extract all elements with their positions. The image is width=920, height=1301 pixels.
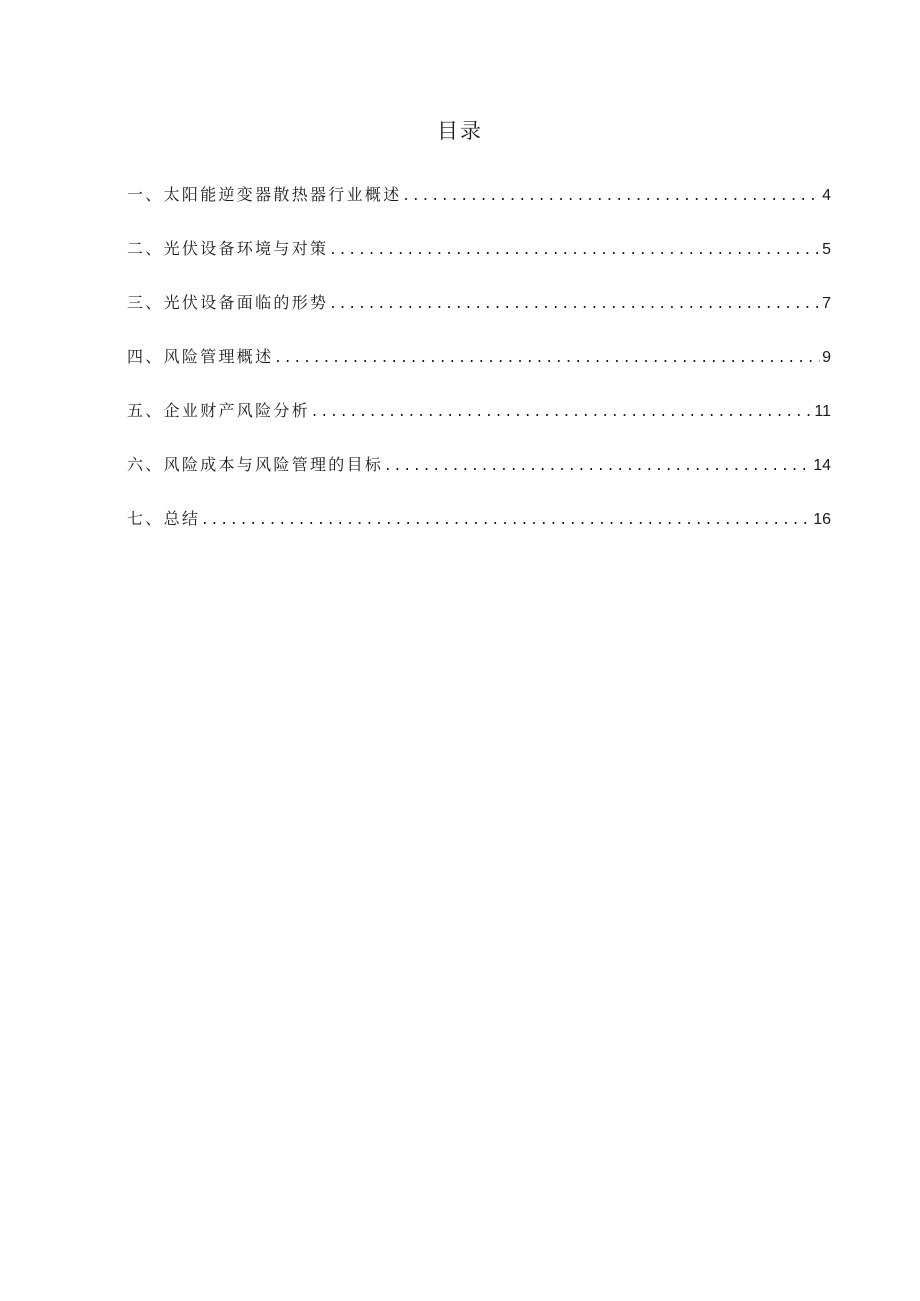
toc-page-number: 14 [813,457,831,474]
toc-entry-title: 二、光伏设备环境与对策 [127,239,329,258]
toc-page-number: 4 [822,187,831,204]
toc-page-number: 5 [822,241,831,258]
toc-title: 目录 [437,119,483,143]
toc-entry[interactable] [127,288,831,342]
toc-page-number: 9 [822,349,831,366]
toc-dot-leader [385,450,811,480]
toc-dot-leader [330,234,820,264]
toc-entry[interactable] [127,450,831,504]
toc-entry-title: 四、风险管理概述 [127,347,274,366]
toc-page-number: 11 [814,403,831,420]
toc-page-number: 16 [813,511,831,528]
toc-entry-title: 五、企业财产风险分析 [127,401,311,420]
toc-entry-title: 七、总结 [127,509,201,528]
toc-entry-title: 一、太阳能逆变器散热器行业概述 [127,185,402,204]
toc-entry-title: 六、风险成本与风险管理的目标 [127,455,384,474]
toc-dot-leader [275,342,820,372]
toc-dot-leader [312,396,812,426]
toc-entry[interactable] [127,504,831,558]
toc-dot-leader [404,180,821,210]
toc-dot-leader [202,504,811,534]
toc-dot-leader [330,288,820,318]
toc-entry[interactable] [127,396,831,450]
toc-entry[interactable] [127,180,831,234]
table-of-contents [127,180,831,558]
toc-page-number: 7 [822,295,831,312]
toc-entry[interactable] [127,234,831,288]
toc-entry[interactable] [127,342,831,396]
toc-entry-title: 三、光伏设备面临的形势 [127,293,329,312]
